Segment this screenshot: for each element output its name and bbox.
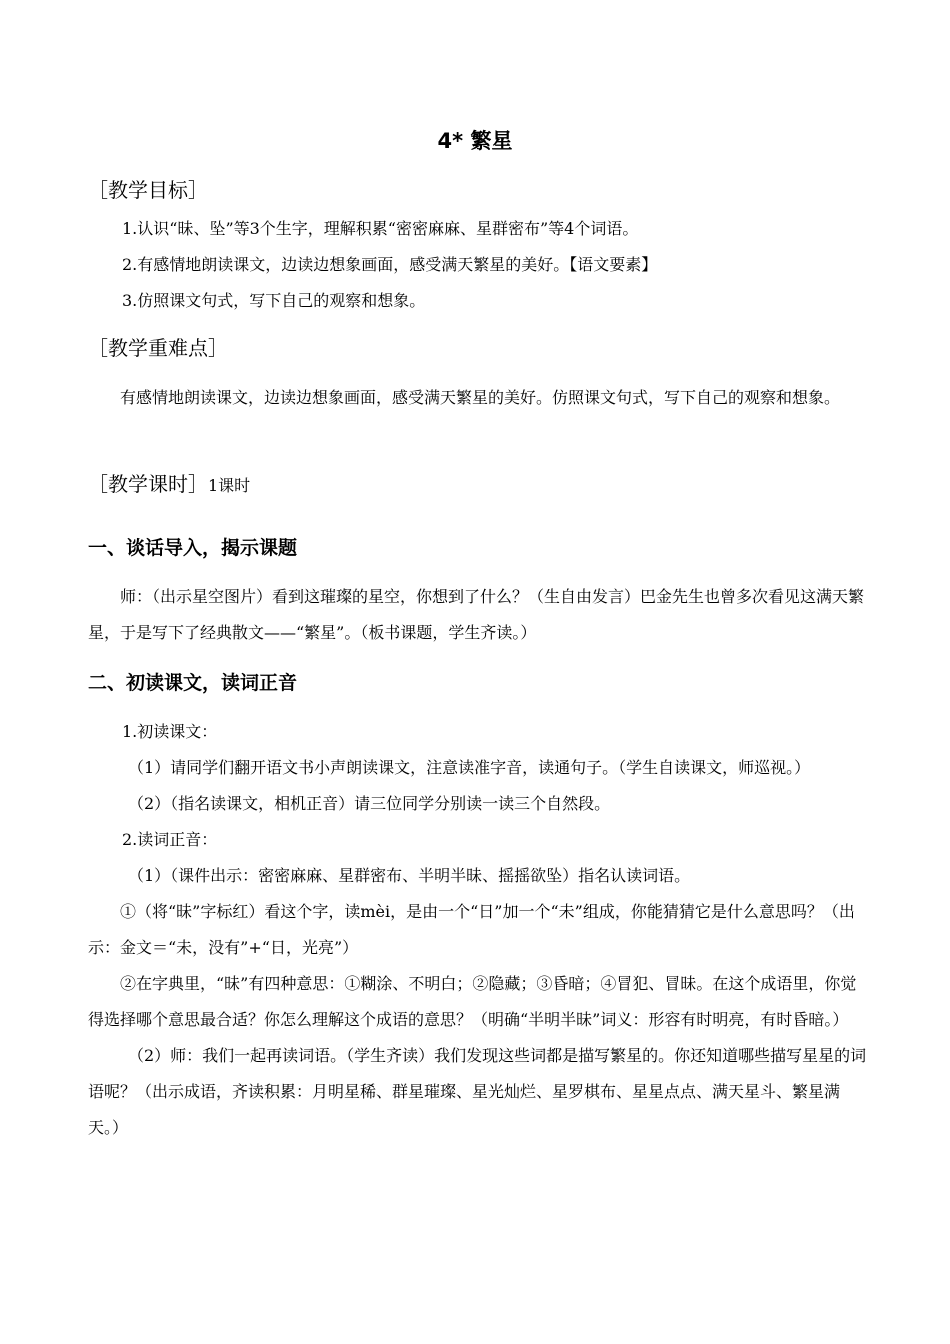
class-hours-section: [88, 470, 868, 500]
key-points-body: [88, 380, 868, 416]
section-1: [88, 534, 868, 562]
objectives-list: [88, 211, 868, 319]
step-2-b: （2）师：我们一起再读词语。（学生齐读）我们发现这些词都是描写繁星的。你还知道哪些描写星星的词语呢？（出示成语，齐读积累：月明星稀、群星璀璨、星光灿烂、星罗棋布、星星点点、满天星斗、繁星满天。）: [88, 1046, 867, 1137]
objectives-section: [88, 176, 868, 204]
class-hours-heading: [88, 470, 868, 500]
objective-item-1: 1.认识“昧、坠”等3个生字，理解积累“密密麻麻、星群密布”等4个词语。: [122, 219, 639, 238]
step-2-a2: ②在字典里，“昧”有四种意思：①糊涂、不明白；②隐藏；③昏暗；④冒犯、冒昧。在这个成语里，你觉得选择哪个意思最合适？你怎么理解这个成语的意思？（明确“半明半昧”词义：形容有时明亮，有时昏暗。）: [88, 974, 857, 1029]
class-hours-value: 1课时: [208, 476, 251, 495]
step-1-b: （2）（指名读课文，相机正音）请三位同学分别读一读三个自然段。: [128, 794, 611, 813]
section-1-title: 一、谈话导入，揭示课题: [88, 537, 298, 559]
page-title: 4* 繁星: [437, 129, 513, 153]
section-2-title: 二、初读课文，读词正音: [88, 672, 298, 694]
step-1-label: 1.初读课文：: [122, 722, 218, 741]
class-hours-label: ［教学课时］: [88, 472, 208, 496]
objective-item-2: 2.有感情地朗读课文，边读边想象画面，感受满天繁星的美好。【语文要素】: [122, 255, 658, 274]
key-points-heading: ［教学重难点］: [88, 336, 228, 360]
step-2-a1: ①（将“昧”字标红）看这个字，读mèi，是由一个“日”加一个“未”组成，你能猜猜它是什么意思吗？（出示：金文＝“未，没有”+“日，光亮”）: [88, 902, 855, 957]
section-1-text: 师：（出示星空图片）看到这璀璨的星空，你想到了什么？（生自由发言）巴金先生也曾多次看见这满天繁星，于是写下了经典散文——“繁星”。（板书课题，学生齐读。）: [88, 587, 865, 642]
key-points-text: 有感情地朗读课文，边读边想象画面，感受满天繁星的美好。仿照课文句式，写下自己的观察和想象。: [120, 388, 841, 407]
step-1-a: （1）请同学们翻开语文书小声朗读课文，注意读准字音，读通句子。（学生自读课文，师巡视。）: [128, 758, 811, 777]
objectives-heading: ［教学目标］: [88, 178, 208, 202]
step-2-a: （1）（课件出示：密密麻麻、星群密布、半明半昧、摇摇欲坠）指名认读词语。: [128, 866, 691, 885]
step-2-label: 2.读词正音：: [122, 830, 218, 849]
section-2: [88, 669, 868, 697]
key-points-section: [88, 334, 868, 362]
objective-item-3: 3.仿照课文句式，写下自己的观察和想象。: [122, 291, 426, 310]
section-1-body: [88, 579, 868, 651]
section-2-body: [88, 714, 868, 1146]
